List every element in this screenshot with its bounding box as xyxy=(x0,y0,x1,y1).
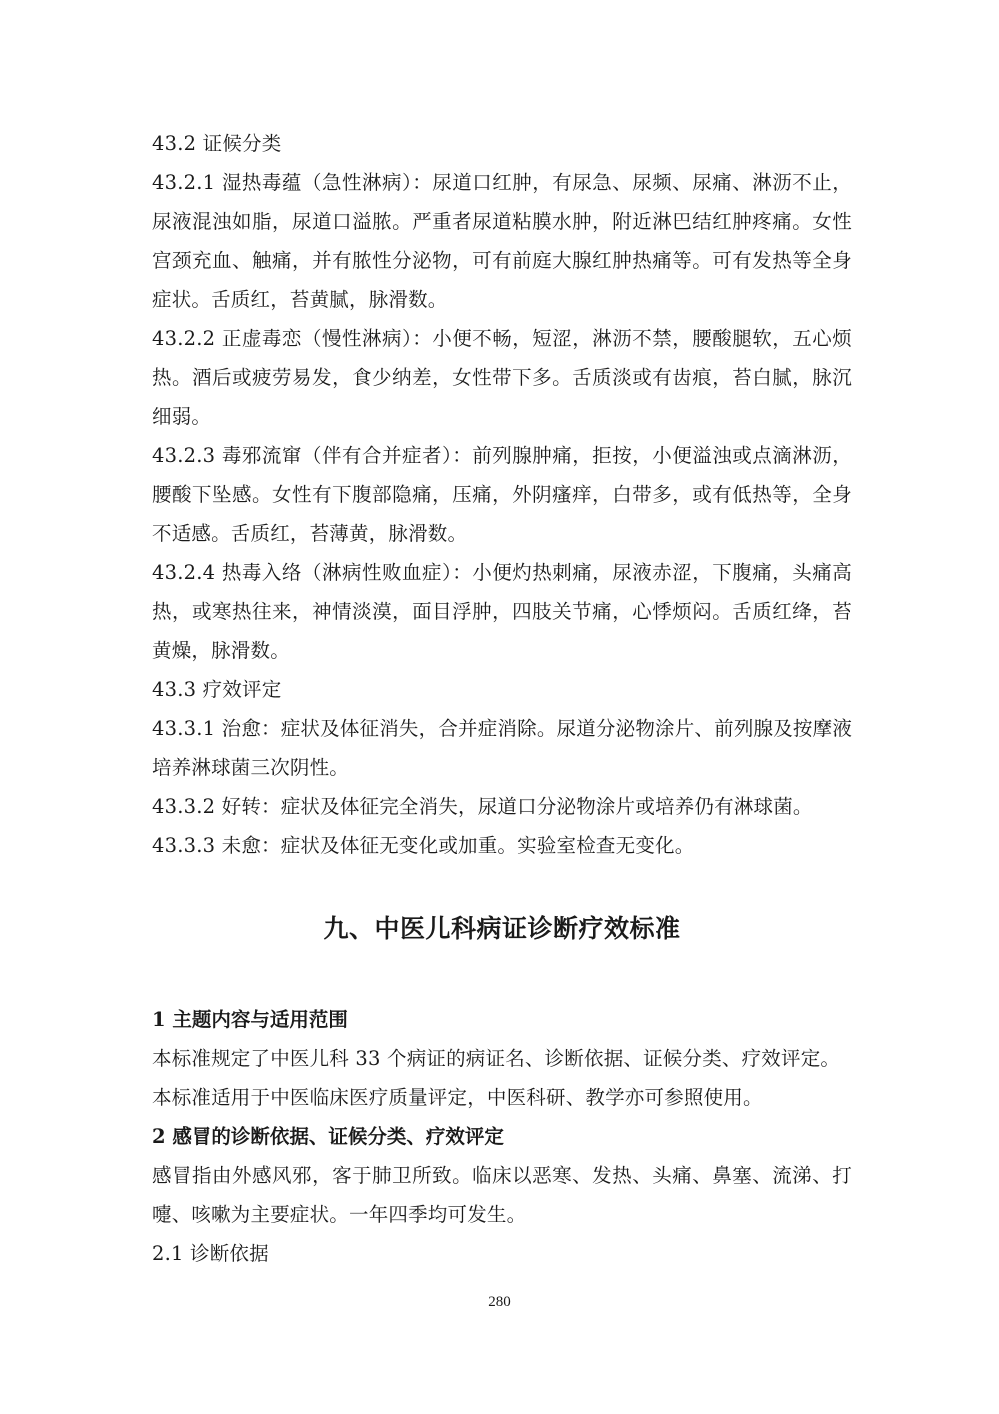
text-line: 43.2.4 热毒入络（淋病性败血症）：小便灼热刺痛，尿液赤涩，下腹痛，头痛高 xyxy=(152,561,852,584)
paragraph-43-3-2: 43.3.2 好转：症状及体征完全消失，尿道口分泌物涂片或培养仍有淋球菌。 xyxy=(152,795,813,818)
text-line: 尿液混浊如脂，尿道口溢脓。严重者尿道粘膜水肿，附近淋巴结红肿疼痛。女性 xyxy=(152,210,852,233)
paragraph-2 xyxy=(152,1156,852,1234)
section-heading-2-1: 2.1 诊断依据 xyxy=(152,1242,269,1265)
text-line: 嚏、咳嗽为主要症状。一年四季均可发生。 xyxy=(152,1203,527,1226)
chapter-title: 九、中医儿科病证诊断疗效标准 xyxy=(323,914,681,943)
paragraph-43-3-3: 43.3.3 未愈：症状及体征无变化或加重。实验室检查无变化。 xyxy=(152,834,695,857)
spacer xyxy=(152,865,852,907)
paragraph-43-2-1 xyxy=(152,163,852,319)
text-line: 43.2.1 湿热毒蕴（急性淋病）：尿道口红肿，有尿急、尿频、尿痛、淋沥不止， xyxy=(152,171,852,194)
text-line: 本标准适用于中医临床医疗质量评定，中医科研、教学亦可参照使用。 xyxy=(152,1086,763,1109)
paragraph-1 xyxy=(152,1039,852,1117)
text-line: 不适感。舌质红，苔薄黄，脉滑数。 xyxy=(152,522,468,545)
section-heading-2: 2 感冒的诊断依据、证候分类、疗效评定 xyxy=(152,1125,504,1148)
paragraph-43-2-2 xyxy=(152,319,852,436)
text-line: 宫颈充血、触痛，并有脓性分泌物，可有前庭大腺红肿热痛等。可有发热等全身 xyxy=(152,249,852,272)
text-line: 细弱。 xyxy=(152,405,212,428)
page-number: 280 xyxy=(488,1294,511,1310)
text-line: 腰酸下坠感。女性有下腹部隐痛，压痛，外阴瘙痒，白带多，或有低热等，全身 xyxy=(152,483,852,506)
section-heading-43-2: 43.2 证候分类 xyxy=(152,132,282,155)
text-line: 培养淋球菌三次阴性。 xyxy=(152,756,350,779)
paragraph-43-2-4 xyxy=(152,553,852,670)
spacer xyxy=(152,951,852,1000)
text-line: 感冒指由外感风邪，客于肺卫所致。临床以恶寒、发热、头痛、鼻塞、流涕、打 xyxy=(152,1164,852,1187)
text-line: 本标准规定了中医儿科 33 个病证的病证名、诊断依据、证候分类、疗效评定。 xyxy=(152,1047,841,1070)
document-page xyxy=(152,124,852,1273)
text-line: 热。酒后或疲劳易发，食少纳差，女性带下多。舌质淡或有齿痕，苔白腻，脉沉 xyxy=(152,366,852,389)
text-line: 症状。舌质红，苔黄腻，脉滑数。 xyxy=(152,288,448,311)
section-heading-43-3: 43.3 疗效评定 xyxy=(152,678,282,701)
paragraph-43-3-1 xyxy=(152,709,852,787)
text-line: 43.2.3 毒邪流窜（伴有合并症者）：前列腺肿痛，拒按，小便溢浊或点滴淋沥， xyxy=(152,444,852,467)
paragraph-43-2-3 xyxy=(152,436,852,553)
text-line: 43.3.1 治愈：症状及体征消失，合并症消除。尿道分泌物涂片、前列腺及按摩液 xyxy=(152,717,853,740)
text-line: 热，或寒热往来，神情淡漠，面目浮肿，四肢关节痛，心悸烦闷。舌质红绛，苔 xyxy=(152,600,852,623)
text-line: 43.2.2 正虚毒恋（慢性淋病）：小便不畅，短涩，淋沥不禁，腰酸腿软，五心烦 xyxy=(152,327,852,350)
text-line: 黄燥，脉滑数。 xyxy=(152,639,290,662)
section-heading-1: 1 主题内容与适用范围 xyxy=(152,1008,348,1031)
